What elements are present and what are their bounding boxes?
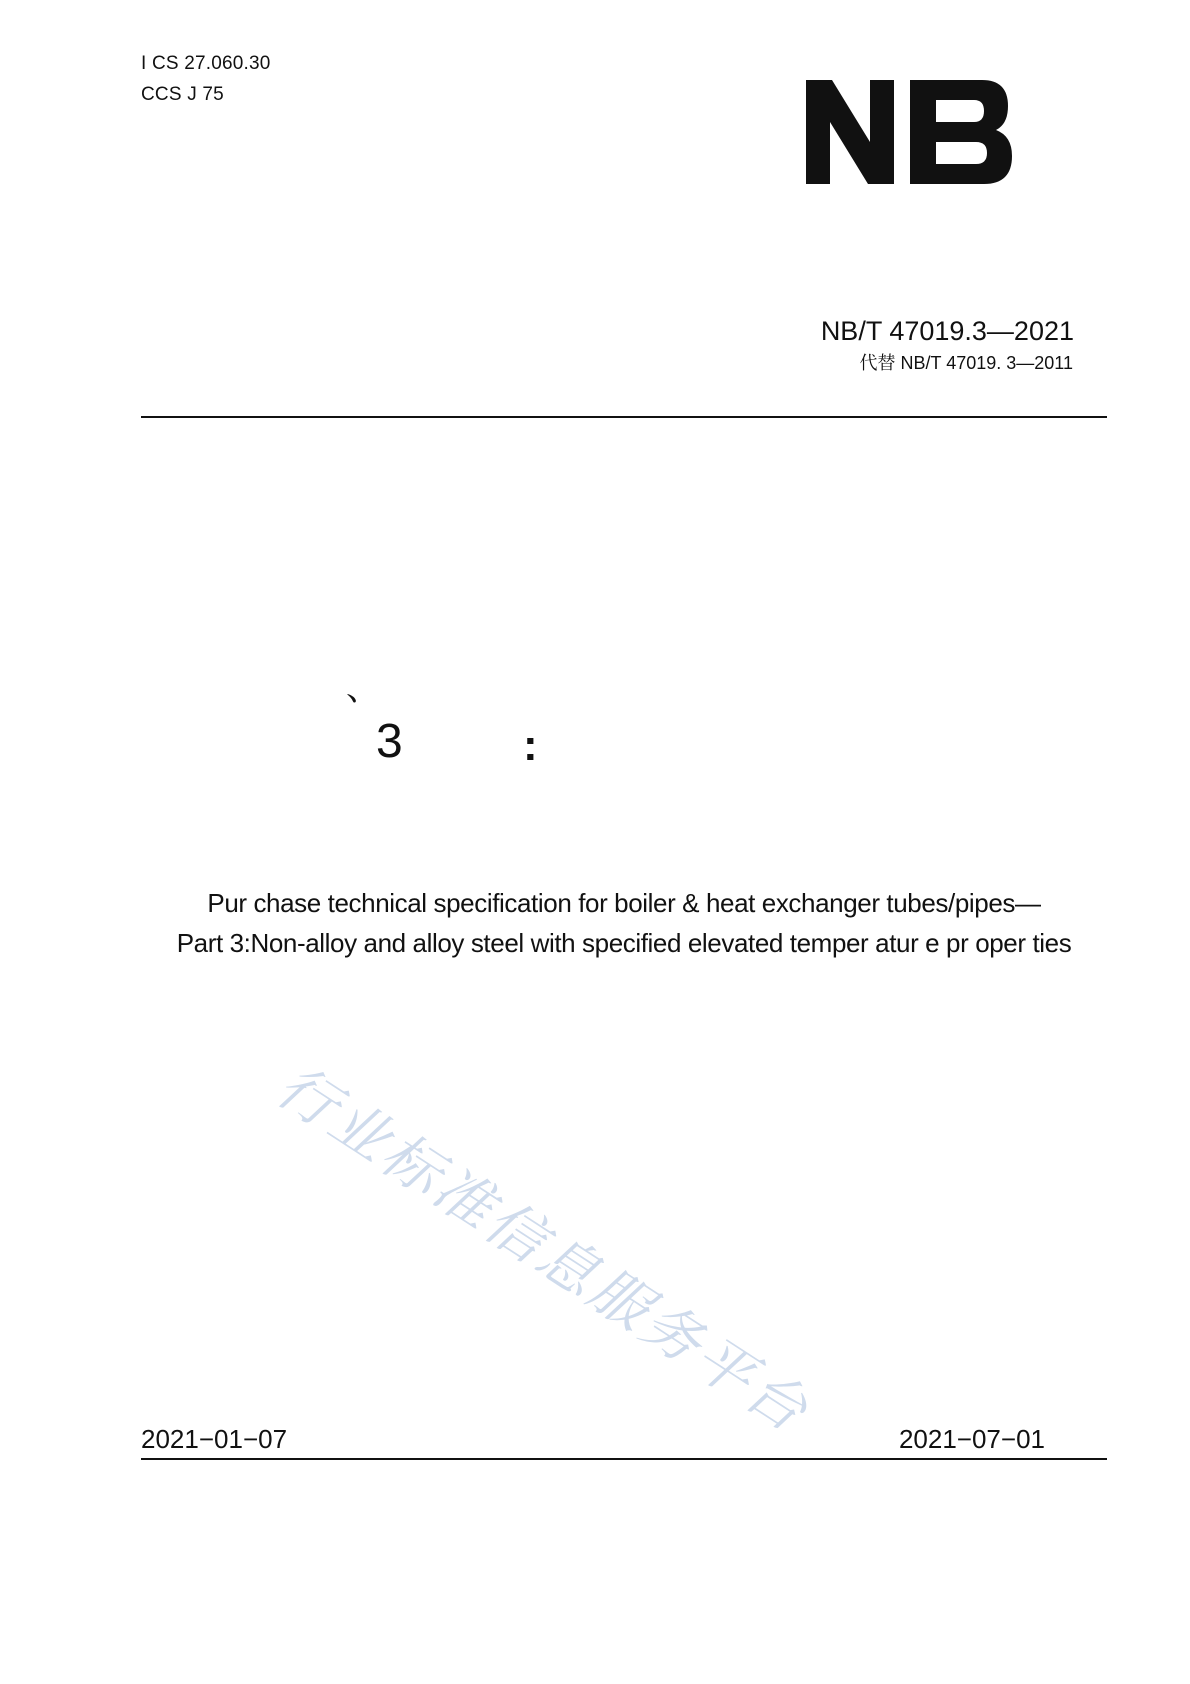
issue-date: 2021−01−07 bbox=[141, 1424, 288, 1454]
title-colon: : bbox=[523, 721, 538, 770]
bottom-divider bbox=[141, 1458, 1107, 1460]
top-divider bbox=[141, 416, 1107, 418]
nb-logo bbox=[806, 80, 1012, 184]
implementation-date: 2021−07−01 bbox=[898, 1424, 1045, 1454]
ccs-code: CCS J 75 bbox=[141, 84, 224, 105]
english-title-line-2: Part 3:Non-alloy and alloy steel with specified elevated temper atur e pr oper ties bbox=[176, 928, 1072, 958]
english-title-line-1: Pur chase technical specification for boiler & heat exchanger tubes/pipes— bbox=[207, 888, 1041, 918]
nb-logo-graphic bbox=[806, 80, 1012, 184]
ics-code: I CS 27.060.30 bbox=[141, 53, 271, 74]
title-part-number: 3 bbox=[376, 715, 403, 768]
standard-number: NB/T 47019.3—2021 bbox=[820, 316, 1074, 346]
title-pause-mark: 、 bbox=[346, 670, 380, 708]
replaces-standard: 代替 NB/T 47019. 3—2011 bbox=[859, 353, 1073, 373]
watermark: 行业标准信息服务平台 bbox=[265, 1051, 823, 1447]
